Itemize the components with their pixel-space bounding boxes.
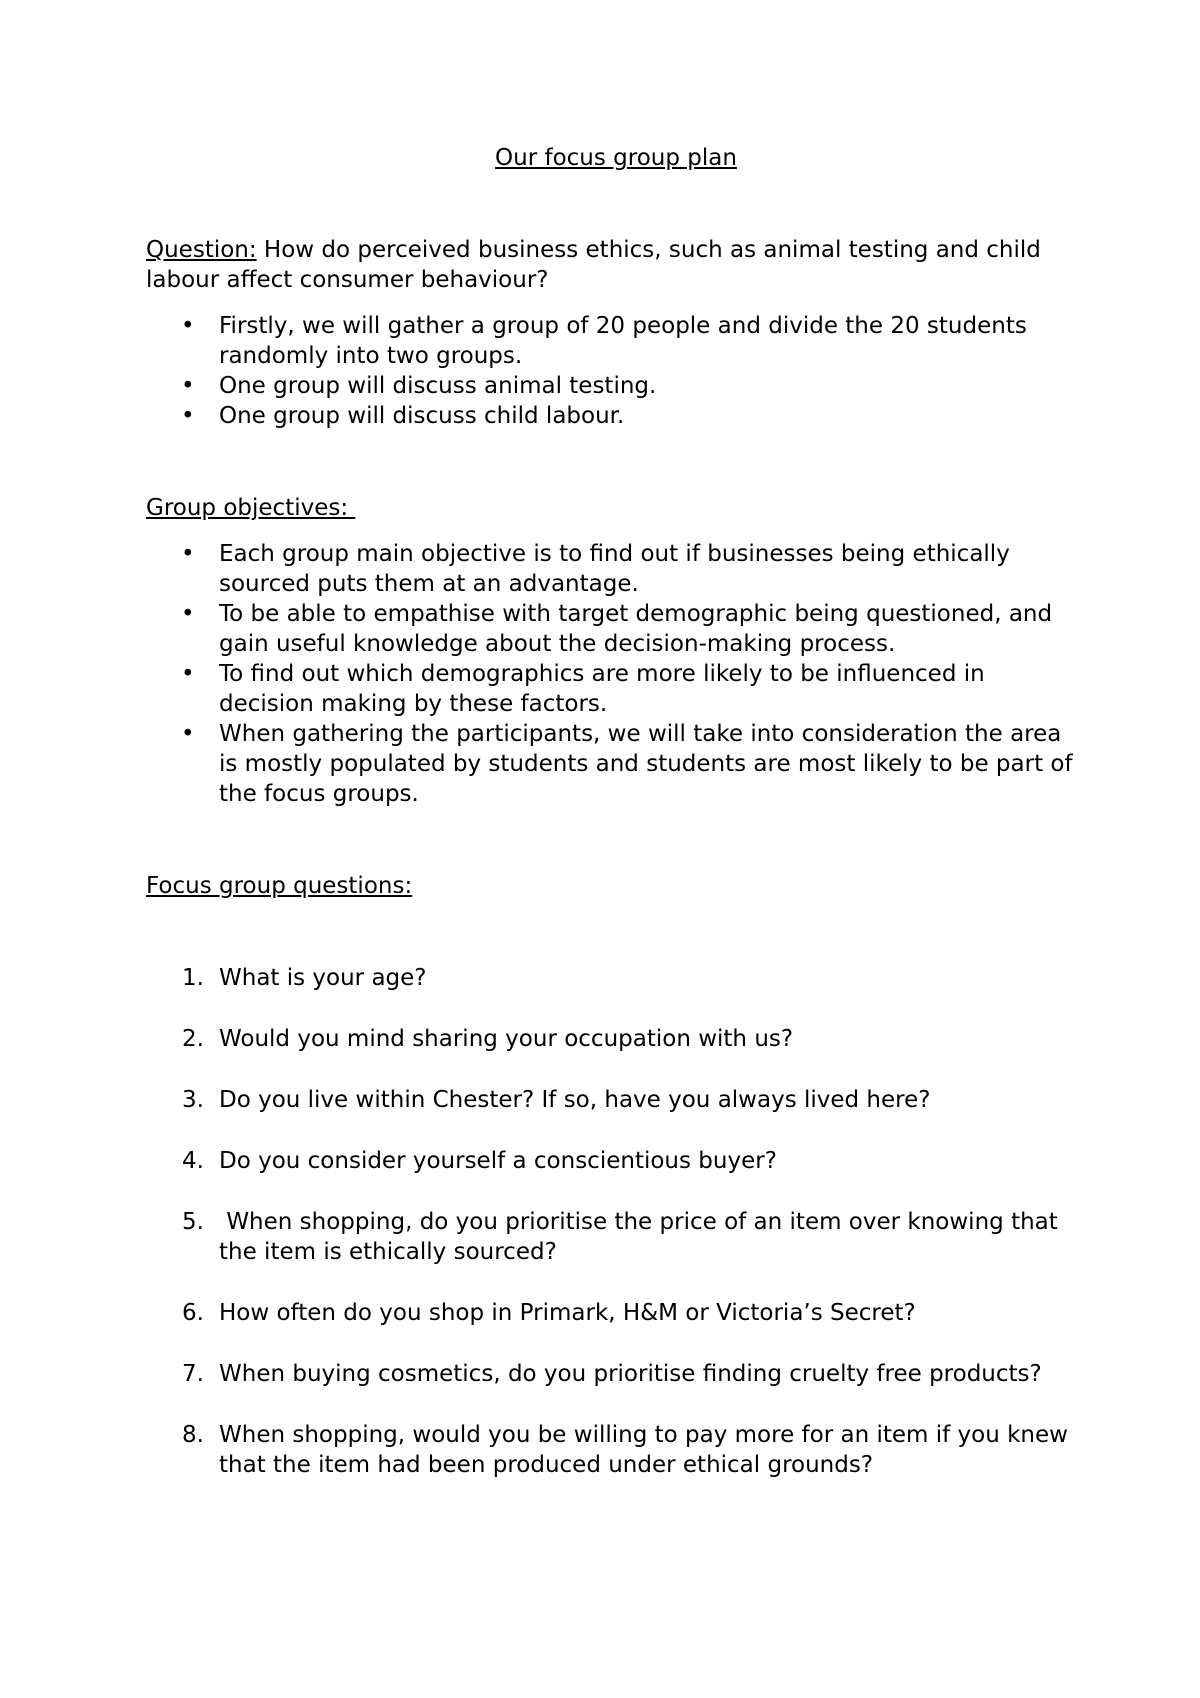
question-text: Do you consider yourself a conscientious buyer? — [219, 1148, 777, 1174]
list-item: • When gathering the participants, we will take into consideration the area is mostly populated by students and students are most likely to be part of the focus groups. — [146, 719, 1086, 809]
question-text: When buying cosmetics, do you prioritise finding cruelty free products? — [219, 1361, 1042, 1387]
page-title: Our focus group plan — [495, 145, 737, 171]
question-text: How often do you shop in Primark, H&M or Victoria’s Secret? — [219, 1300, 916, 1326]
list-item: • Each group main objective is to find out if businesses being ethically sourced puts them at an advantage. — [146, 539, 1086, 599]
research-question — [146, 235, 1086, 295]
question-text: How do perceived business ethics, such as animal testing and child labour affect consumer behaviour? — [146, 237, 1041, 293]
question-text: When shopping, would you be willing to pay more for an item if you knew that the item had been produced under ethical grounds? — [219, 1422, 1068, 1478]
list-item — [146, 1146, 1086, 1176]
question-number: 3. — [182, 1087, 204, 1113]
objectives-bullet-list — [146, 539, 1086, 809]
list-item: • Firstly, we will gather a group of 20 people and divide the 20 students randomly into two groups. — [146, 311, 1086, 371]
question-text: When shopping, do you prioritise the price of an item over knowing that the item is ethically sourced? — [219, 1209, 1066, 1265]
list-item — [146, 1085, 1086, 1115]
question-number: 5. — [182, 1209, 204, 1235]
list-item: • One group will discuss child labour. — [146, 401, 1086, 431]
question-number: 1. — [182, 965, 204, 991]
question-text: Do you live within Chester? If so, have you always lived here? — [219, 1087, 931, 1113]
list-item: • One group will discuss animal testing. — [146, 371, 1086, 401]
list-item — [146, 1207, 1086, 1267]
list-item: • To find out which demographics are more likely to be influenced in decision making by these factors. — [146, 659, 1086, 719]
questions-numbered-list — [146, 963, 1086, 1480]
plan-bullet-list — [146, 311, 1086, 431]
question-text: Would you mind sharing your occupation with us? — [219, 1026, 794, 1052]
question-number: 2. — [182, 1026, 204, 1052]
list-item: • To be able to empathise with target demographic being questioned, and gain useful knowledge about the decision-making process. — [146, 599, 1086, 659]
question-number: 8. — [182, 1422, 204, 1448]
list-item — [146, 1420, 1086, 1480]
document-page — [146, 143, 1086, 1511]
question-number: 7. — [182, 1361, 204, 1387]
list-item — [146, 963, 1086, 993]
question-number: 4. — [182, 1148, 204, 1174]
list-item — [146, 1298, 1086, 1328]
questions-heading: Focus group questions: — [146, 873, 413, 899]
question-number: 6. — [182, 1300, 204, 1326]
objectives-heading: Group objectives: — [146, 495, 356, 521]
question-text: What is your age? — [219, 965, 427, 991]
list-item — [146, 1359, 1086, 1389]
question-label: Question: — [146, 237, 257, 263]
list-item — [146, 1024, 1086, 1054]
